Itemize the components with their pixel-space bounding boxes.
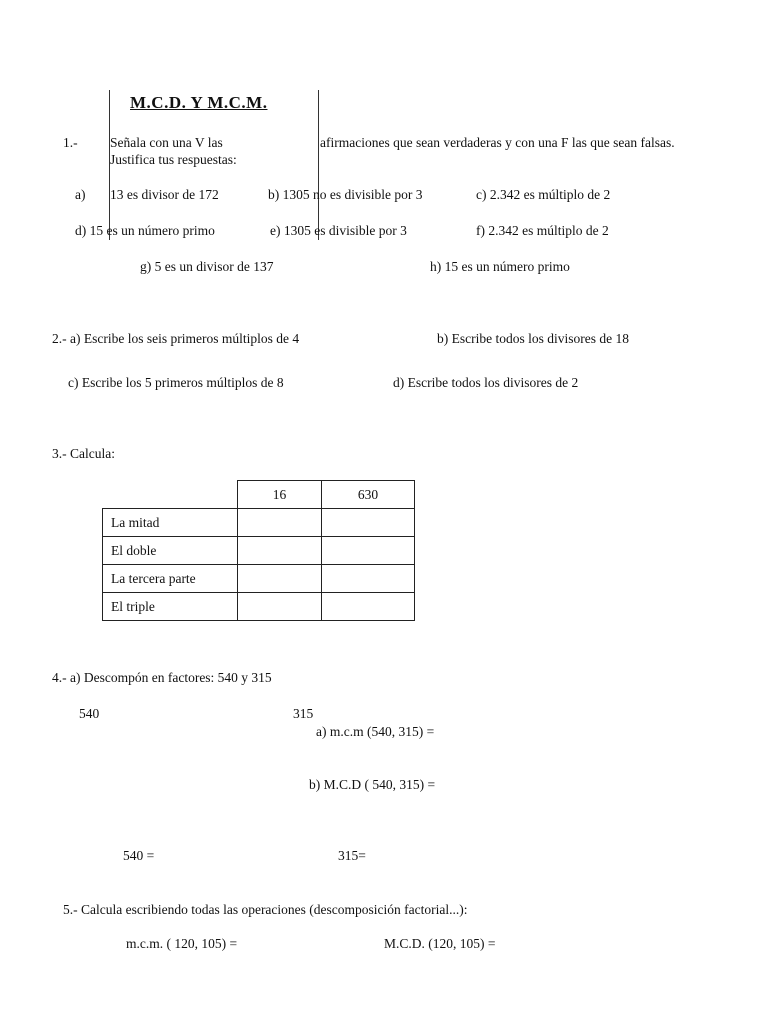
q4-mcd: b) M.C.D ( 540, 315) = [309, 777, 436, 792]
q3-label: 3.- Calcula: [52, 446, 115, 461]
q5-mcm: m.c.m. ( 120, 105) = [126, 936, 238, 951]
table-row [103, 565, 415, 593]
table-row [103, 537, 415, 565]
q1-instruction-justify: Justifica tus respuestas: [110, 152, 237, 167]
q2-item-d: d) Escribe todos los divisores de 2 [393, 375, 579, 390]
answer-cell[interactable] [238, 509, 322, 537]
table-header-630: 630 [322, 481, 415, 509]
q1-instruction-start: Señala con una V las [110, 135, 223, 150]
q1-item-a: 13 es divisor de 172 [110, 187, 219, 202]
q1-item-e: e) 1305 es divisible por 3 [270, 223, 407, 238]
table-row [103, 509, 415, 537]
answer-cell[interactable] [238, 565, 322, 593]
table-corner-cell [103, 481, 238, 509]
vertical-rule-right [318, 90, 319, 240]
page-title: M.C.D. Y M.C.M. [130, 93, 268, 112]
answer-cell[interactable] [322, 509, 415, 537]
q4-number-540: 540 [79, 706, 100, 721]
q1-item-h: h) 15 es un número primo [430, 259, 570, 274]
q4-label: 4.- a) Descompón en factores: 540 y 315 [52, 670, 272, 685]
answer-cell[interactable] [322, 537, 415, 565]
q4-equation-315: 315= [338, 848, 366, 863]
q2-item-b: b) Escribe todos los divisores de 18 [437, 331, 629, 346]
q2-item-a: 2.- a) Escribe los seis primeros múltiplos de 4 [52, 331, 300, 346]
table-row [103, 593, 415, 621]
table-row-label: La tercera parte [103, 565, 238, 593]
table-header-16: 16 [238, 481, 322, 509]
table-row-label: El doble [103, 537, 238, 565]
q1-item-f: f) 2.342 es múltiplo de 2 [476, 223, 609, 238]
q1-number: 1.- [63, 135, 78, 150]
answer-cell[interactable] [238, 593, 322, 621]
q5-label: 5.- Calcula escribiendo todas las operaciones (descomposición factorial...): [63, 902, 468, 917]
q1-instruction-end: afirmaciones que sean verdaderas y con una F las que sean falsas. [320, 135, 675, 150]
q1-item-g: g) 5 es un divisor de 137 [140, 259, 274, 274]
q1-item-d: d) 15 es un número primo [75, 223, 215, 238]
q4-equation-540: 540 = [123, 848, 155, 863]
q1-item-a-label: a) [75, 187, 86, 202]
q4-mcm: a) m.c.m (540, 315) = [316, 724, 435, 739]
q1-item-c: c) 2.342 es múltiplo de 2 [476, 187, 611, 202]
q3-table [102, 480, 415, 621]
answer-cell[interactable] [238, 537, 322, 565]
q1-item-b: b) 1305 no es divisible por 3 [268, 187, 423, 202]
answer-cell[interactable] [322, 593, 415, 621]
answer-cell[interactable] [322, 565, 415, 593]
q2-item-c: c) Escribe los 5 primeros múltiplos de 8 [68, 375, 284, 390]
q4-number-315: 315 [293, 706, 314, 721]
table-row-label: La mitad [103, 509, 238, 537]
table-row-label: El triple [103, 593, 238, 621]
table-header-row [103, 481, 415, 509]
q5-mcd: M.C.D. (120, 105) = [384, 936, 496, 951]
